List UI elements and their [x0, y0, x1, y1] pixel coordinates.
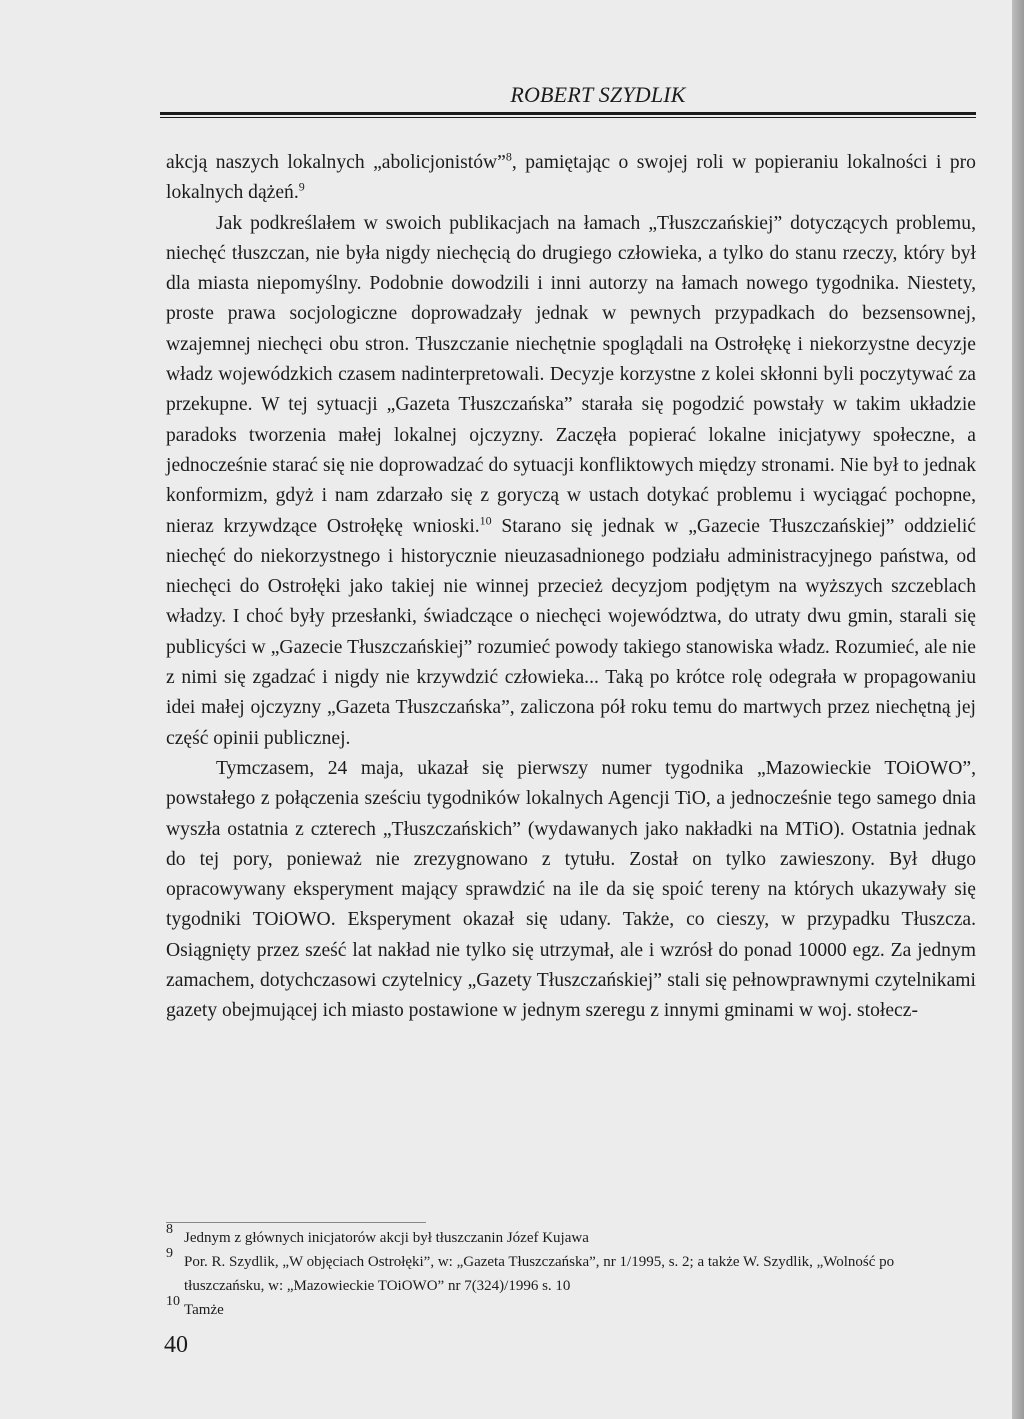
- page-edge-shadow: [1012, 0, 1024, 1419]
- footnote-number: 8: [166, 1222, 173, 1237]
- running-head-author: ROBERT SZYDLIK: [510, 82, 686, 107]
- paragraph-text: Jak podkreślałem w swoich publikacjach na łamach „Tłuszczańskiej” dotyczących problemu, niechęć tłuszczan, nie była nigdy niechęcią do drugiego człowieka, a tylko do stanu rzeczy, który był dla miasta niepomyślny. Podobnie dowodzili i inni autorzy na łamach nowego tygodnika. Niestety, proste prawa socjologiczne doprowadzały jednak w pewnych przypadkach do bezsensownej, wzajemnej niechęci obu stron. Tłuszczanie niechętnie spoglądali na Ostrołękę i niekorzystne decyzje władz wojewódzkich czasem nadinterpretowali. Decyzje korzystne z kolei skłonni byli poczytywać za przekupne. W tej sytuacji „Gazeta Tłuszczańska” starała się pogodzić powstały w takim układzie paradoks tworzenia małej lokalnej ojczyzny. Zaczęła popierać lokalne inicjatywy społeczne, a jednocześnie starać się nie doprowadzać do sytuacji konfliktowych między stronami. Nie był to jednak konformizm, gdyż i nam zdarzało się z goryczą w ustach dotykać problemu i wyciągać pochopne, nieraz krzywdzące Ostrołękę wnioski.: [166, 212, 976, 537]
- footnote-rule: [166, 1222, 426, 1223]
- header-rule-thick: [160, 112, 976, 115]
- body-text: [166, 148, 976, 1027]
- footnotes: [166, 1222, 976, 1322]
- paragraph-text: Tymczasem, 24 maja, ukazał się pierwszy numer tygodnika „Mazowieckie TOiOWO”, powstałego z połączenia sześciu tygodników lokalnych Agencji TiO, a jednocześnie tego samego dnia wyszła ostatnia z czterech „Tłuszczańskich” (wydawanych jako nakładki na MTiO). Ostatnia jednak do tej pory, ponieważ nie zrezygnowano z tytułu. Został on tylko zawieszony. Był długo opracowywany eksperyment mający sprawdzić na ile da się spoić tereny na których ukazywały się tygodniki TOiOWO. Eksperyment okazał się udany. Także, co cieszy, w przypadku Tłuszcza. Osiągnięty przez sześć lat nakład nie tylko się utrzymał, ale i wzrósł do ponad 10000 egz. Za jednym zamachem, dotychczasowi czytelnicy „Gazety Tłuszczańskiej” stali się pełnowprawnymi czytelnikami gazety obejmującej ich miasto postawione w jednym szeregu z innymi gminami w woj. stołecz-: [166, 757, 976, 1022]
- footnote-number: 10: [166, 1294, 180, 1309]
- page-header: [160, 82, 976, 118]
- header-rule-thin: [160, 117, 976, 118]
- footnote: [166, 1222, 976, 1250]
- paragraph: [166, 754, 976, 1027]
- paragraph-text: akcją naszych lokalnych „abolicjonistów”: [166, 152, 506, 173]
- paragraph: [166, 209, 976, 754]
- footnote: [166, 1246, 976, 1298]
- paragraph-text: Starano się jednak w „Gazecie Tłuszczańskiej” oddzielić niechęć do niekorzystnego i historycznie nieuzasadnionego podziału administracyjnego państwa, od niechęci do Ostrołęki jako takiej nie winnej przecież decyzjom podjętym na wyższych szczeblach władzy. I choć były przesłanki, świadczące o niechęci województwa, do utraty dwu gmin, starali się publicyści w „Gazecie Tłuszczańskiej” rozumieć powody takiego stanowiska władz. Rozumieć, ale nie z nimi się zgadzać i nigdy nie krzywdzić człowieka... Taką po krótce rolę odegrała w propagowaniu idei małej ojczyzny „Gazeta Tłuszczańska”, zaliczona pół roku temu do martwych przez niechętną jej część opinii publicznej.: [166, 515, 976, 749]
- page-number: 40: [164, 1332, 188, 1358]
- paragraph: [166, 148, 976, 209]
- footnote: [166, 1294, 976, 1322]
- footnote-text: Tamże: [184, 1302, 224, 1318]
- footnote-reference[interactable]: 10: [479, 513, 492, 528]
- footnote-reference[interactable]: 9: [298, 179, 305, 194]
- footnote-text: Jednym z głównych inicjatorów akcji był tłuszczanin Józef Kujawa: [184, 1230, 589, 1246]
- footnote-number: 9: [166, 1246, 173, 1261]
- footnote-reference[interactable]: 8: [505, 149, 512, 164]
- paragraph-text: , pamiętając o swojej roli w popieraniu lokalności i pro lokalnych dążeń.: [166, 152, 976, 204]
- footnote-text: Por. R. Szydlik, „W objęciach Ostrołęki”, w: „Gazeta Tłuszczańska”, nr 1/1995, s. 2; a także W. Szydlik, „Wolność po tłuszczańsku, w: „Mazowieckie TOiOWO” nr 7(324)/1996 s. 10: [184, 1254, 895, 1294]
